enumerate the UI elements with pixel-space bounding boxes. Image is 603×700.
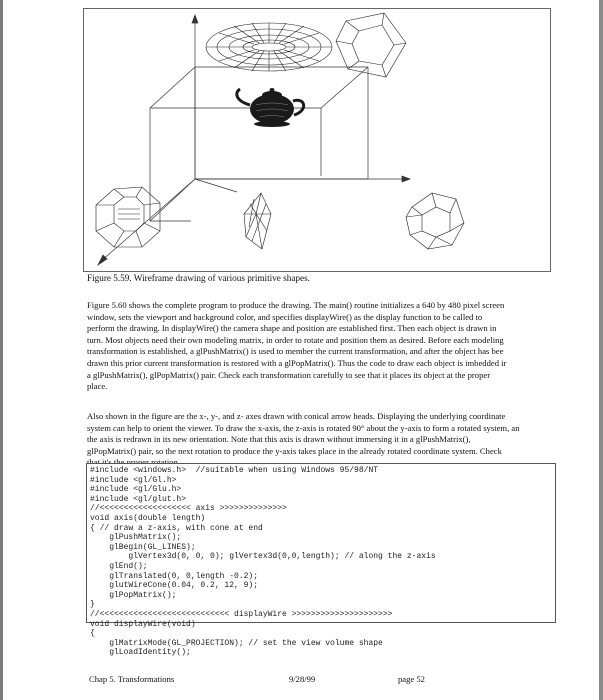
cube-icon — [150, 67, 368, 221]
code-line: //<<<<<<<<<<<<<<<<<<< axis >>>>>>>>>>>>>> — [90, 504, 287, 514]
dodecahedron-icon — [336, 13, 406, 77]
code-line: //<<<<<<<<<<<<<<<<<<<<<<<<<<< displayWire >>>>>>>>>>>>>>>>>>>>> — [90, 609, 393, 619]
code-line: { // draw a z-axis, with cone at end — [90, 523, 263, 533]
code-line: glBegin(GL_LINES); — [90, 542, 196, 552]
paragraph-line: the axis is redrawn in its new orientation. Note that this axis is drawn without immersing it in a glPushMatrix(), — [87, 434, 471, 445]
torus-icon — [206, 23, 332, 71]
code-line: glPopMatrix(); — [90, 590, 177, 600]
code-line: glMatrixMode(GL_PROJECTION); // set the view volume shape — [90, 638, 383, 648]
code-line: glLoadIdentity(); — [90, 648, 191, 658]
paragraph-line: place. — [87, 381, 108, 392]
code-line: void displayWire(void) — [90, 619, 196, 629]
code-listing — [86, 463, 556, 658]
wireframe-drawing — [84, 9, 550, 271]
code-line: #include <gl/Glu.h> — [90, 485, 182, 495]
footer-page-number: page 52 — [398, 674, 425, 684]
code-line: glutWireCone(0.04, 0.2, 12, 9); — [90, 581, 259, 591]
paragraph-line: system can help to orient the viewer. To draw the x-axis, the z-axis is rotated 90° about the y-axis to form a rotated system, an — [87, 422, 520, 433]
code-line: glVertex3d(0, 0, 0); glVertex3d(0,0,length); // along the z-axis — [90, 552, 436, 562]
teapot-icon — [237, 88, 304, 127]
paragraph-axes-description — [87, 411, 567, 469]
footer-chapter: Chap 5. Transformations — [89, 674, 175, 684]
paragraph-line: turn. Most objects need their own modeling matrix, in order to rotate and position them as desired. Before each modeling — [87, 334, 504, 345]
paragraph-line: window, sets the viewport and background color, and specifies displayWire() as the display function to be called to — [87, 311, 483, 322]
left-page-edge — [0, 0, 3, 700]
paragraph-line: Also shown in the figure are the x-, y-, and z- axes drawn with conical arrow heads. Displaying the underlying coordinate — [87, 411, 506, 421]
figure-caption: Figure 5.59. Wireframe drawing of various primitive shapes. — [87, 273, 310, 283]
paragraph-line: a glPushMatrix(), glPopMatrix() pair. Check each transformation carefully to see that it places its object at the proper — [87, 369, 491, 380]
paragraph-line: perform the drawing. In displayWire() the camera shape and position are established first. Then each object is drawn in — [87, 323, 497, 334]
code-line: glPushMatrix(); — [90, 533, 182, 543]
code-line: void axis(double length) — [90, 513, 206, 523]
octahedron-icon — [244, 193, 271, 249]
wireframe-figure — [83, 8, 551, 272]
icosahedron-icon — [406, 193, 464, 249]
paragraph-line: drawn this prior current transformation is restored with a glPopMatrix(). Thus the code to draw each object is imbedded ir — [87, 357, 507, 368]
code-line: #include <windows.h> //suitable when using Windows 95/98/NT — [90, 466, 379, 475]
paragraph-line: transformation is established, a glPushMatrix() is used to member the current transformation, and after the object has bee — [87, 346, 504, 357]
paragraph-program-description — [87, 300, 567, 393]
code-line: glTranslated(0, 0,length -0.2); — [90, 571, 259, 581]
code-line: } — [90, 600, 95, 610]
paragraph-line: glPopMatrix() pair, so the next rotation to produce the y-axis takes place in the already rotated coordinate system. Check — [87, 445, 502, 456]
paragraph-line: Figure 5.60 shows the complete program to produce the drawing. The main() routine initializes a 640 by 480 pixel screen — [87, 300, 505, 310]
footer-date: 9/28/99 — [289, 674, 316, 684]
code-line: #include <gl/Gl.h> — [90, 475, 177, 485]
right-page-edge — [599, 0, 603, 700]
code-line: glEnd(); — [90, 561, 148, 571]
code-line: { — [90, 629, 95, 639]
code-line: #include <gl/glut.h> — [90, 494, 187, 504]
